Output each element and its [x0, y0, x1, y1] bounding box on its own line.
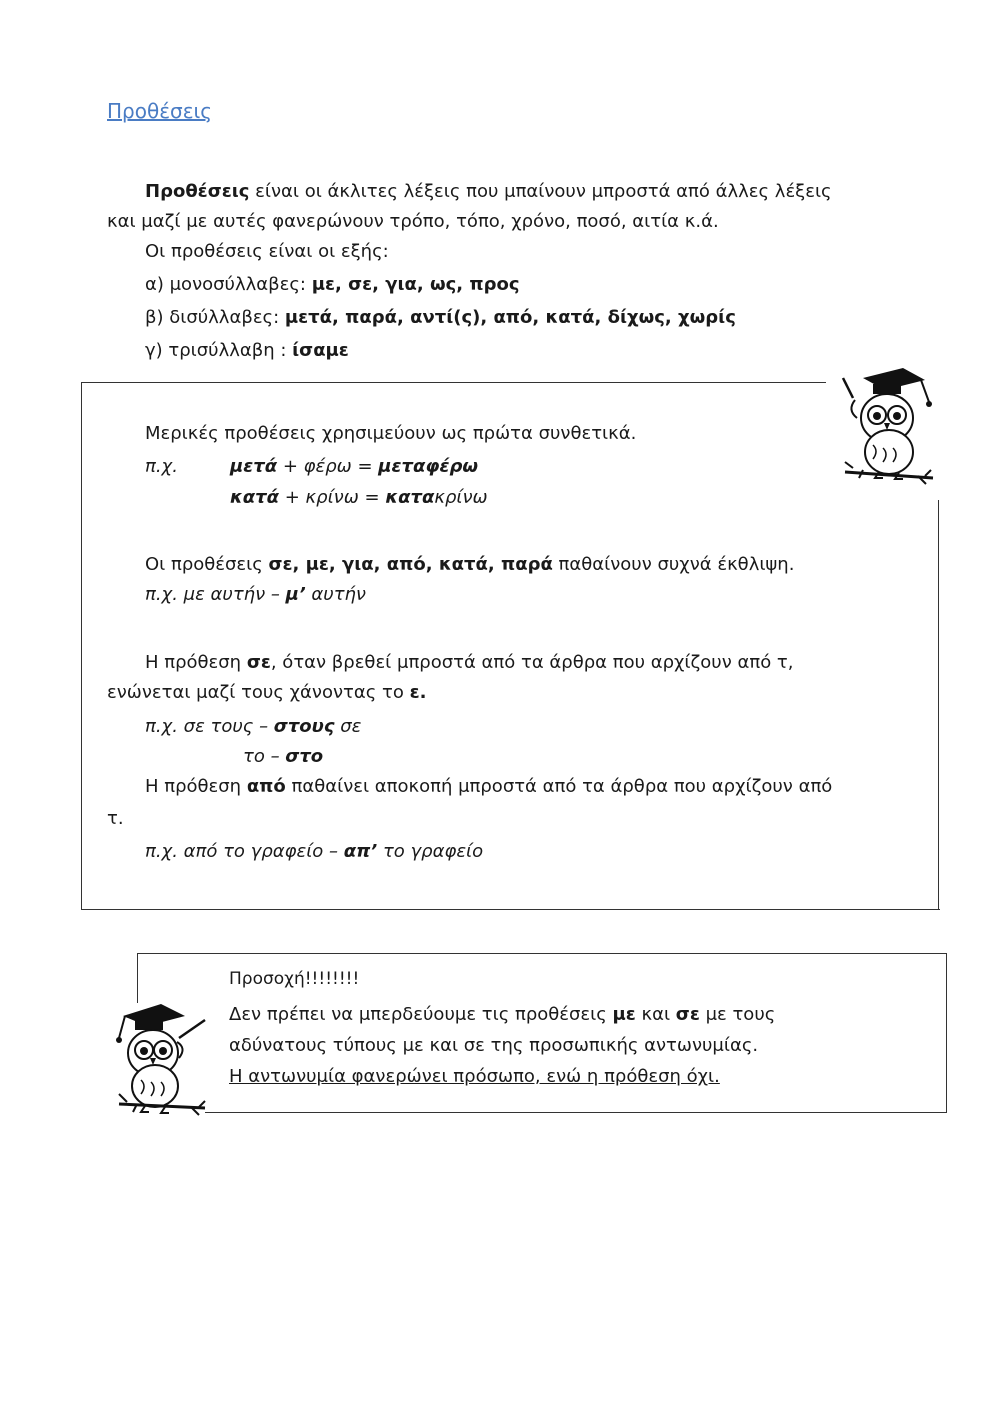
ex1-result: μεταφέρω [378, 456, 479, 477]
page-title: Προθέσεις [107, 99, 213, 123]
ex2-result-bold: κατα [385, 487, 435, 508]
compound-example-1 [230, 455, 478, 479]
tri-label: γ) τρισύλλαβη : [145, 340, 293, 361]
di-label: β) δισύλλαβες: [145, 307, 285, 328]
attention-box-top-border [137, 953, 947, 954]
intro-line-2: και μαζί με αυτές φανερώνουν τρόπο, τόπο, χρόνο, ποσό, αιτία κ.ά. [107, 211, 719, 232]
apo-word: από [246, 776, 286, 797]
apo-pre: Η πρόθεση [145, 776, 247, 797]
owl-graduate-icon [113, 998, 213, 1118]
apo-example [145, 840, 483, 864]
elision-example-bold: μ’ [285, 584, 306, 605]
ex1-rest: + φέρω = [277, 456, 379, 477]
intro-term: Προθέσεις [145, 181, 250, 202]
attention-label: Προσοχή!!!!!!!! [229, 969, 360, 989]
se-post: , όταν βρεθεί μπροστά από τα άρθρα που αρχίζουν από τ, [270, 652, 794, 673]
apo-rule-line-1 [145, 775, 832, 799]
se-ex2-pre: το – [243, 746, 286, 767]
apo-ex-pre: π.χ. από το γραφείο – [145, 841, 344, 862]
attention-line-1-pre: Δεν πρέπει να μπερδεύουμε τις προθέσεις [229, 1004, 613, 1025]
elision-example [145, 583, 366, 607]
apo-post: παθαίνει αποκοπή μπροστά από τα άρθρα που αρχίζουν από [285, 776, 833, 797]
tri-list: ίσαμε [292, 340, 349, 361]
se-ex1-pre: π.χ. σε τους – [145, 716, 274, 737]
se-line2-pre: ενώνεται μαζί τους χάνοντας το [107, 682, 410, 703]
se-ex1-bold: στους [273, 716, 335, 737]
se-word: σε [246, 652, 271, 673]
ex2-prep: κατά [230, 487, 280, 508]
apo-ex-bold: απ’ [343, 841, 378, 862]
rules-box-top-border [81, 382, 826, 383]
se-line2-bold: ε. [409, 682, 427, 703]
apo-ex-post: το γραφείο [377, 841, 484, 862]
compound-example-2 [230, 486, 488, 510]
elision-example-post: αυτήν [305, 584, 366, 605]
se-pre: Η πρόθεση [145, 652, 247, 673]
se-example-1 [145, 715, 361, 739]
elision-pre: Οι προθέσεις [145, 554, 269, 575]
elision-list: σε, με, για, από, κατά, παρά [268, 554, 553, 575]
owl-graduate-icon [833, 360, 938, 490]
se-ex2-bold: στο [285, 746, 324, 767]
attention-b2: σε [675, 1004, 700, 1025]
elision-line [145, 553, 794, 577]
attention-box-bottom-border [205, 1112, 947, 1113]
attention-line-1-mid: και [635, 1004, 676, 1025]
rules-box-right-border [938, 500, 939, 910]
rules-box [81, 382, 940, 910]
ex2-rest: + κρίνω = [279, 487, 386, 508]
ex2-result-rest: κρίνω [434, 487, 488, 508]
attention-line-3: Η αντωνυμία φανερώνει πρόσωπο, ενώ η πρόθεση όχι. [229, 1066, 720, 1087]
mono-list: με, σε, για, ως, προς [311, 274, 520, 295]
elision-post: παθαίνουν συχνά έκθλιψη. [552, 554, 795, 575]
eg-label: π.χ. [145, 456, 178, 477]
mono-line [145, 273, 520, 297]
di-list: μετά, παρά, αντί(ς), από, κατά, δίχως, χωρίς [284, 307, 736, 328]
intro-line-1-text: είναι οι άκλιτες λέξεις που μπαίνουν μπροστά από άλλες λέξεις [249, 181, 832, 202]
apo-rule-line-2: τ. [107, 808, 124, 829]
attention-box-right-border [946, 953, 947, 1113]
attention-box-left-border [137, 953, 138, 1003]
intro-line-3: Οι προθέσεις είναι οι εξής: [145, 241, 389, 262]
intro-line-1 [145, 180, 832, 204]
attention-b1: με [612, 1004, 636, 1025]
elision-example-pre: π.χ. με αυτήν – [145, 584, 286, 605]
se-rule-line-1 [145, 651, 793, 675]
attention-line-2: αδύνατους τύπους με και σε της προσωπικής αντωνυμίας. [229, 1035, 759, 1056]
se-example-2 [243, 745, 323, 769]
attention-line-1 [229, 1003, 775, 1027]
se-ex1-post: σε [334, 716, 362, 737]
di-line [145, 306, 736, 330]
tri-line [145, 339, 349, 363]
compound-intro: Μερικές προθέσεις χρησιμεύουν ως πρώτα συνθετικά. [145, 423, 637, 444]
mono-label: α) μονοσύλλαβες: [145, 274, 312, 295]
se-rule-line-2 [107, 681, 426, 705]
attention-line-1-post: με τους [699, 1004, 776, 1025]
ex1-prep: μετά [230, 456, 278, 477]
